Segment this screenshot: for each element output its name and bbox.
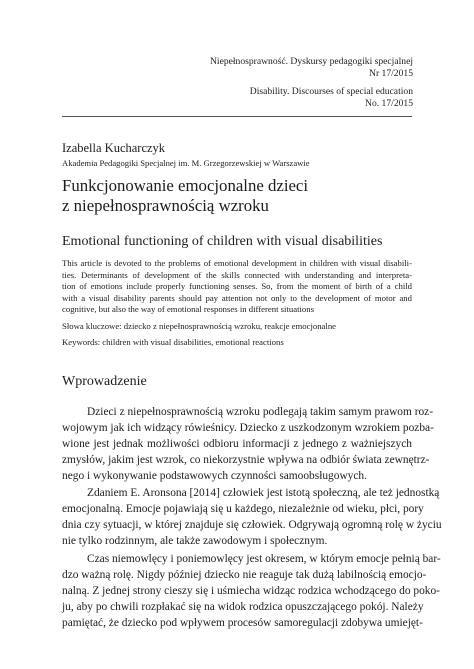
article-title-pl: [62, 176, 308, 215]
author-name: Izabella Kucharczyk: [62, 141, 166, 155]
title-line: z niepełnosprawnością wzroku: [62, 195, 269, 215]
body-line: nie tylko rodzinnym, ale także zawodowym i społecznym.: [62, 535, 328, 548]
journal-title-en: Disability. Discourses of special education: [249, 86, 413, 97]
abstract-line: with a visual disability parents should pay attention not only to the development of motor and: [62, 292, 412, 303]
issue-number-en: No. 17/2015: [365, 98, 413, 109]
abstract-line: ties. Determinants of development of the skills connected with understanding and interpreta-: [62, 269, 412, 280]
article-title-en: Emotional functioning of children with visual disabilities: [62, 234, 383, 249]
body-line: emocjonalną. Emocje pojawiają się u każdego, niezależnie od wieku, płci, pory: [62, 503, 424, 516]
abstract: [62, 258, 412, 316]
keywords-pl: Słowa kluczowe: dziecko z niepełnosprawnością wzroku, reakcje emocjonalne: [62, 321, 337, 331]
author-affiliation: Akademia Pedagogiki Specjalnej im. M. Grzegorzewskiej w Warszawie: [62, 158, 310, 168]
body-line: ju, aby po chwili rozpłakać się na widok rodzica opuszczającego pokój. Należy: [62, 601, 424, 614]
body-line: nalną. Z jednej strony cieszy się i uśmiecha widząc rodzica wchodzącego do poko-: [62, 585, 440, 598]
body-line: zmysłów, jakim jest wzrok, co niekorzystnie wpływa na odbiór świata zewnętrz-: [62, 454, 430, 467]
body-line: wojowym jak ich widzący rówieśnicy. Dziecko z uszkodzonym wzrokiem pozba-: [62, 422, 434, 435]
body-line: wione jest jednak możliwości odbioru informacji z jednego z ważniejszych: [62, 438, 412, 451]
header-divider: [62, 116, 412, 117]
keywords-en: Keywords: children with visual disabilities, emotional reactions: [62, 337, 284, 347]
issue-number-pl: Nr 17/2015: [369, 68, 413, 79]
body-line: Zdaniem E. Aronsona [2014] człowiek jest istotą społeczną, ale też jednostką: [87, 487, 440, 499]
body-line: nego i wykonywanie podstawowych czynności samoobsługowych.: [62, 470, 367, 483]
body-line: dnia czy sytuacji, w której znajduje się człowiek. Odgrywają ogromną rolę w życiu: [62, 519, 442, 532]
abstract-line: tion of emotions include properly functioning senses. So, from the moment of birth of a child: [62, 281, 412, 292]
journal-title-pl: Niepełnosprawność. Dyskursy pedagogiki specjalnej: [209, 56, 413, 67]
paragraph-1: [62, 404, 434, 484]
abstract-line: This article is devoted to the problems of emotional development in children with visual disabili-: [62, 258, 412, 268]
paragraph-2: [62, 485, 442, 549]
body-line: dzo ważną rolę. Nigdy później dziecko nie reaguje tak dużą labilnością emocjo-: [62, 569, 427, 582]
paragraph-3: [62, 551, 441, 631]
body-line: Dzieci z niepełnosprawnością wzroku podlegają takim samym prawom roz-: [87, 406, 434, 418]
body-line: pamiętać, że dziecko pod wpływem procesów samoregulacji zdobywa umiejęt-: [62, 617, 423, 630]
body-line: Czas niemowlęcy i poniemowlęcy jest okresem, w którym emocje pełnią bar-: [87, 553, 441, 565]
title-line: Funkcjonowanie emocjonalne dzieci: [62, 176, 309, 195]
section-heading: Wprowadzenie: [62, 374, 147, 389]
abstract-line: cognitive, but also the way of emotional responses in different situations: [62, 304, 314, 315]
